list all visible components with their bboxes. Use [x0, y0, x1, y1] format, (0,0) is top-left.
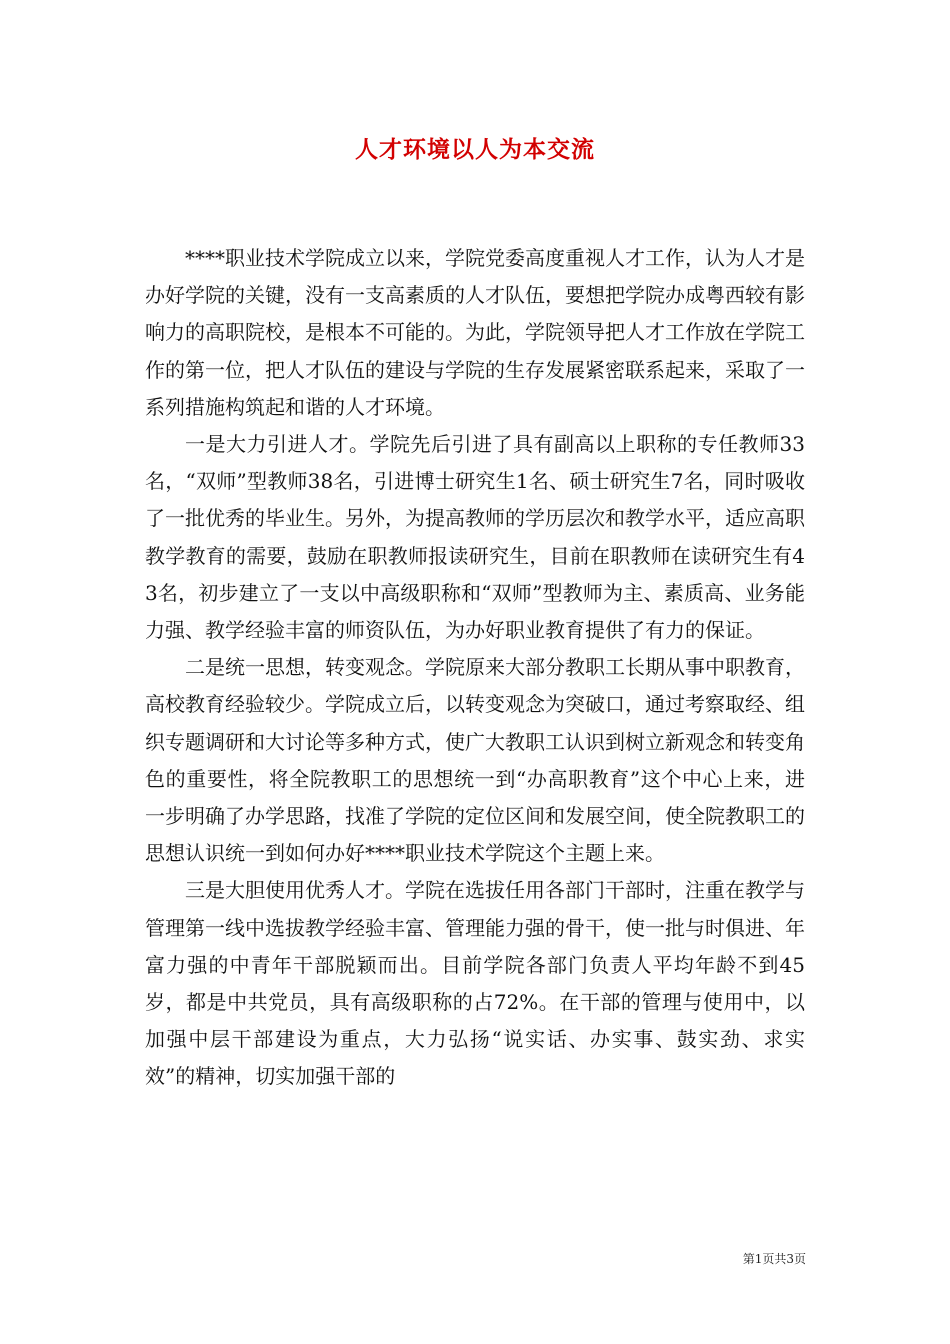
paragraph-unify-thinking: 二是统一思想，转变观念。学院原来大部分教职工长期从事中职教育，高校教育经验较少。学院成立后，以转变观念为突破口，通过考察取经、组织专题调研和大讨论等多种方式，使广大教职工认识到树立新观念和转变角色的重要性，将全院教职工的思想统一到“办高职教育”这个中心上来，进一步明确了办学思路，找准了学院的定位区间和发展空间，使全院教职工的思想认识统一到如何办好****职业技术学院这个主题上来。 [145, 655, 805, 866]
paragraph-talent-introduction: 一是大力引进人才。学院先后引进了具有副高以上职称的专任教师33名，“双师”型教师38名，引进博士研究生1名、硕士研究生7名，同时吸收了一批优秀的毕业生。另外，为提高教师的学历层次和教学水平，适应高职教学教育的需要，鼓励在职教师报读研究生，目前在职教师在读研究生有43名，初步建立了一支以中高级职称和“双师”型教师为主、素质高、业务能力强、教学经验丰富的师资队伍，为办好职业教育提供了有力的保证。 [145, 432, 805, 643]
paragraph-use-talent: 三是大胆使用优秀人才。学院在选拔任用各部门干部时，注重在教学与管理第一线中选拔教学经验丰富、管理能力强的骨干，使一批与时俱进、年富力强的中青年干部脱颖而出。目前学院各部门负责人平均年龄不到45岁，都是中共党员，具有高级职称的占72%。在干部的管理与使用中，以加强中层干部建设为重点，大力弘扬“说实话、办实事、鼓实劲、求实效”的精神，切实加强干部的 [145, 878, 805, 1089]
document-title: 人才环境以人为本交流 [355, 136, 595, 163]
page-number-footer: 第1页共3页 [742, 1252, 806, 1266]
document-body [145, 240, 805, 1096]
paragraph-intro: ****职业技术学院成立以来，学院党委高度重视人才工作，认为人才是办好学院的关键，没有一支高素质的人才队伍，要想把学院办成粤西较有影响力的高职院校，是根本不可能的。为此，学院领导把人才工作放在学院工作的第一位，把人才队伍的建设与学院的生存发展紧密联系起来，采取了一系列措施构筑起和谐的人才环境。 [145, 246, 805, 419]
